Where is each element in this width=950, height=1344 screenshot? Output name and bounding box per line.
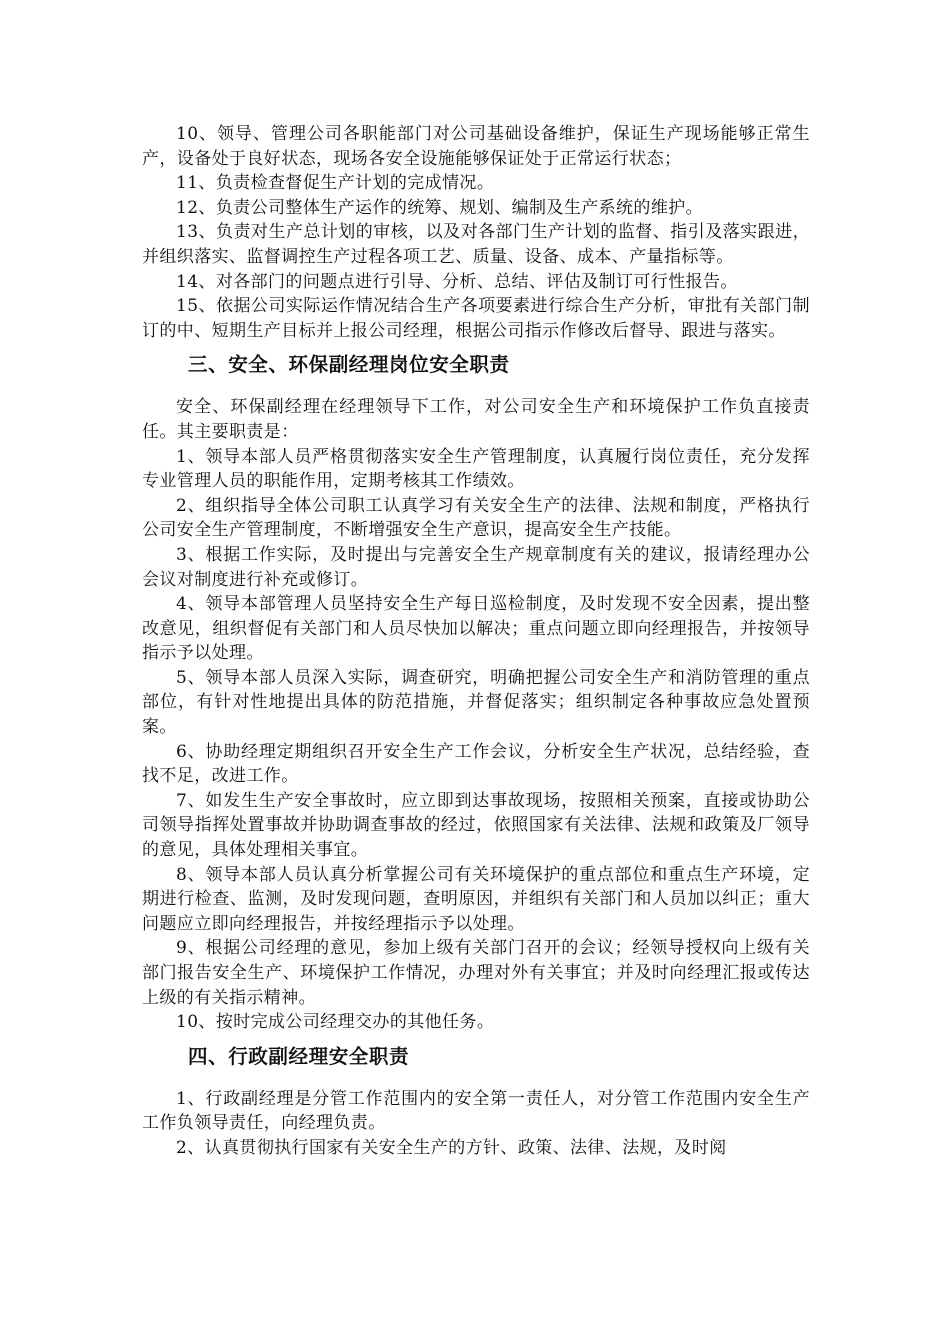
- duty-item-6: 6、协助经理定期组织召开安全生产工作会议，分析安全生产状况，总结经验，查找不足，改进工作。: [142, 741, 810, 787]
- paragraph-item-13: 13、负责对生产总计划的审核，以及对各部门生产计划的监督、指引及落实跟进，并组织落实、监督调控生产过程各项工艺、质量、设备、成本、产量指标等。: [142, 222, 810, 267]
- duty-item-5: 5、领导本部人员深入实际，调查研究，明确把握公司安全生产和消防管理的重点部位，有针对性地提出具体的防范措施，并督促落实；组织制定各种事故应急处置预案。: [142, 667, 810, 738]
- document-body: [142, 122, 810, 1161]
- paragraph-item-11: 11、负责检查督促生产计划的完成情况。: [176, 173, 495, 194]
- section-intro: 安全、环保副经理在经理领导下工作，对公司安全生产和环境保护工作负直接责任。其主要职责是：: [142, 397, 810, 442]
- duty-item-3: 3、根据工作实际，及时提出与完善安全生产规章制度有关的建议，报请经理办公会议对制度进行补充或修订。: [142, 544, 810, 590]
- section-heading-admin-deputy: 四、行政副经理安全职责: [188, 1044, 410, 1068]
- paragraph-item-10: 10、领导、管理公司各职能部门对公司基础设备维护，保证生产现场能够正常生产，设备处于良好状态，现场各安全设施能够保证处于正常运行状态；: [142, 124, 810, 169]
- duty-item-2: 2、组织指导全体公司职工认真学习有关安全生产的法律、法规和制度，严格执行公司安全生产管理制度，不断增强安全生产意识，提高安全生产技能。: [142, 495, 810, 541]
- admin-duty-item-1: 1、行政副经理是分管工作范围内的安全第一责任人，对分管工作范围内安全生产工作负领导责任，向经理负责。: [142, 1088, 810, 1134]
- section-heading-safety-deputy: 三、安全、环保副经理岗位安全职责: [188, 353, 510, 377]
- duty-item-1: 1、领导本部人员严格贯彻落实安全生产管理制度，认真履行岗位责任，充分发挥专业管理人员的职能作用，定期考核其工作绩效。: [142, 446, 810, 492]
- duty-item-4: 4、领导本部管理人员坚持安全生产每日巡检制度，及时发现不安全因素，提出整改意见，组织督促有关部门和人员尽快加以解决；重点问题立即向经理报告，并按领导指示予以处理。: [142, 594, 810, 664]
- admin-duty-item-2: 2、认真贯彻执行国家有关安全生产的方针、政策、法律、法规，及时阅: [176, 1137, 727, 1158]
- paragraph-item-12: 12、负责公司整体生产运作的统筹、规划、编制及生产系统的维护。: [176, 197, 704, 218]
- duty-item-7: 7、如发生生产安全事故时，应立即到达事故现场，按照相关预案，直接或协助公司领导指挥处置事故并协助调查事故的经过，依照国家有关法律、法规和政策及厂领导的意见，具体处理相关事宜。: [142, 790, 810, 861]
- duty-item-9: 9、根据公司经理的意见，参加上级有关部门召开的会议；经领导授权向上级有关部门报告安全生产、环境保护工作情况，办理对外有关事宜；并及时向经理汇报或传达上级的有关指示精神。: [142, 938, 810, 1008]
- paragraph-item-14: 14、对各部门的问题点进行引导、分析、总结、评估及制订可行性报告。: [176, 271, 738, 292]
- duty-item-10: 10、按时完成公司经理交办的其他任务。: [176, 1012, 495, 1033]
- duty-item-8: 8、领导本部人员认真分析掌握公司有关环境保护的重点部位和重点生产环境，定期进行检查、监测，及时发现问题，查明原因，并组织有关部门和人员加以纠正；重大问题应立即向经理报告，并按经理指示予以处理。: [142, 864, 810, 934]
- paragraph-item-15: 15、依据公司实际运作情况结合生产各项要素进行综合生产分析，审批有关部门制订的中、短期生产目标并上报公司经理，根据公司指示作修改后督导、跟进与落实。: [142, 296, 810, 341]
